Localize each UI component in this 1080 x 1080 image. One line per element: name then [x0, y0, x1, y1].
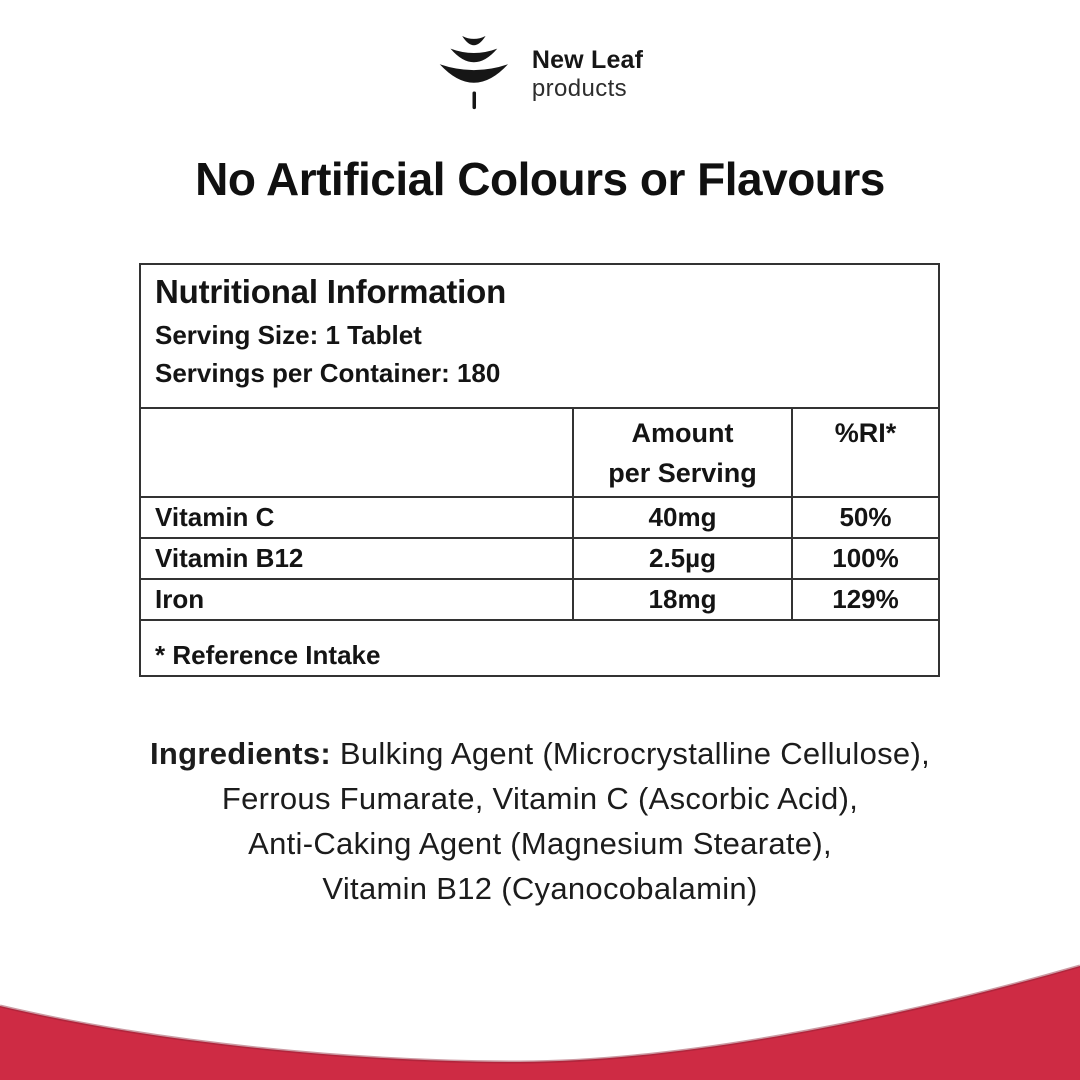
nutrient-amount: 2.5µg	[572, 539, 791, 578]
ingredients-line-3: Anti-Caking Agent (Magnesium Stearate),	[248, 826, 832, 861]
nutrient-ri: 50%	[791, 498, 938, 537]
nutrient-amount: 18mg	[572, 580, 791, 619]
nutrient-name: Iron	[155, 584, 205, 614]
nutrient-ri: 100%	[791, 539, 938, 578]
ingredients-block	[0, 731, 1080, 911]
brand-name: New Leaf	[531, 45, 644, 74]
column-header-amount-line2: per Serving	[608, 458, 757, 488]
column-header-amount	[572, 409, 791, 496]
nutrient-name: Vitamin B12	[155, 543, 304, 573]
column-header-ri-label: %RI*	[834, 418, 897, 448]
tree-logo-icon	[437, 32, 515, 116]
nutrition-table	[139, 263, 940, 677]
ingredients-line-4: Vitamin B12 (Cyanocobalamin)	[322, 871, 758, 906]
nutrient-amount: 40mg	[572, 498, 791, 537]
nutrient-ri: 129%	[791, 580, 938, 619]
serving-size: Serving Size: 1 Tablet	[155, 320, 422, 350]
table-row	[141, 580, 938, 621]
brand-subtitle: products	[531, 74, 628, 102]
brand-text	[531, 45, 644, 102]
table-row	[141, 539, 938, 580]
servings-per-container: Servings per Container: 180	[155, 358, 501, 388]
column-header-amount-line1: Amount	[631, 418, 734, 448]
ingredients-line-1-text: Bulking Agent (Microcrystalline Cellulose),	[331, 736, 930, 771]
ingredients-label: Ingredients:	[149, 736, 331, 771]
nutrient-name: Vitamin C	[155, 502, 275, 532]
bottom-wave-decoration	[0, 950, 1080, 1080]
table-row	[141, 498, 938, 539]
column-header-ri	[791, 409, 938, 496]
headline-no-artificial: No Artificial Colours or Flavours	[195, 153, 885, 205]
column-header-row	[141, 409, 938, 498]
ingredients-line-1	[0, 731, 1080, 776]
reference-intake-footnote: * Reference Intake	[155, 639, 381, 670]
nutrition-table-header	[141, 265, 938, 409]
nutrition-title: Nutritional Information	[155, 273, 507, 310]
ingredients-line-2: Ferrous Fumarate, Vitamin C (Ascorbic Acid),	[221, 781, 859, 816]
column-header-blank	[141, 409, 572, 496]
new-leaf-logo	[437, 32, 643, 116]
